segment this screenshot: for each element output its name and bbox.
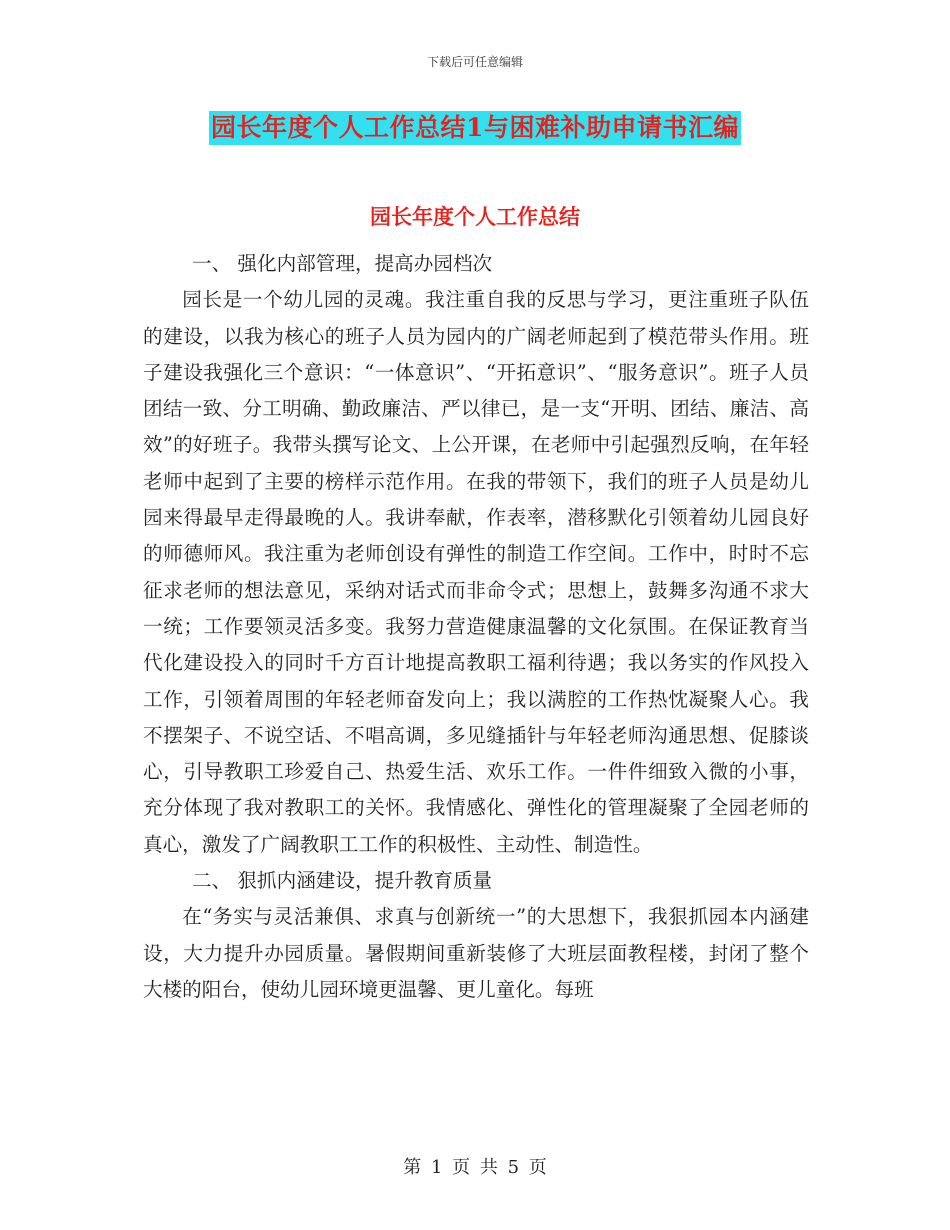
document-title: 园长年度个人工作总结1与困难补助申请书汇编 [209, 111, 741, 145]
document-title-wrap [0, 111, 950, 145]
paragraph-2: 在“务实与灵活兼俱、求真与创新统一”的大思想下，我狠抓园本内涵建设，大力提升办园质量。暑假期间重新装修了大班层面教程楼，封闭了整个大楼的阳台，使幼儿园环境更温馨、更儿童化。每班 [143, 905, 809, 1001]
section-heading-2: 二、 狠抓内涵建设，提升教育质量 [192, 869, 493, 893]
section-heading-1: 一、 强化内部管理，提高办园档次 [192, 252, 493, 275]
document-body [143, 246, 809, 1008]
section-title: 园长年度个人工作总结 [370, 204, 580, 229]
header-note: 下载后可任意编辑 [426, 55, 523, 69]
paragraph-1: 园长是一个幼儿园的灵魂。我注重自我的反思与学习，更注重班子队伍的建设，以我为核心的班子人员为园内的广阔老师起到了模范带头作用。班子建设我强化三个意识：“一体意识”、“开拓意识”、“服务意识”。班子人员团结一致、分工明确、勤政廉洁、严以律已，是一支“开明、团结、廉洁、高效”的好班子。我带头撰写论文、上公开课，在老师中引起强烈反响，在年轻老师中起到了主要的榜样示范作用。在我的带领下，我们的班子人员是幼儿园来得最早走得最晚的人。我讲奉献，作表率，潜移默化引领着幼儿园良好的师德师风。我注重为老师创设有弹性的制造工作空间。工作中，时时不忘征求老师的想法意见，采纳对话式而非命令式；思想上，鼓舞多沟通不求大一统；工作要领灵活多变。我努力营造健康温馨的文化氛围。在保证教育当代化建设投入的同时千方百计地提高教职工福利待遇；我以务实的作风投入工作，引领着周围的年轻老师奋发向上；我以满腔的工作热忱凝聚人心。我不摆架子、不说空话、不唱高调，多见缝插针与年轻老师沟通思想、促膝谈心，引导教职工珍爱自己、热爱生活、欢乐工作。一件件细致入微的小事，充分体现了我对教职工的关怀。我情感化、弹性化的管理凝聚了全园老师的真心，激发了广阔教职工工作的积极性、主动性、制造性。 [143, 288, 809, 856]
page-footer: 第 1 页 共 5 页 [403, 1157, 547, 1178]
